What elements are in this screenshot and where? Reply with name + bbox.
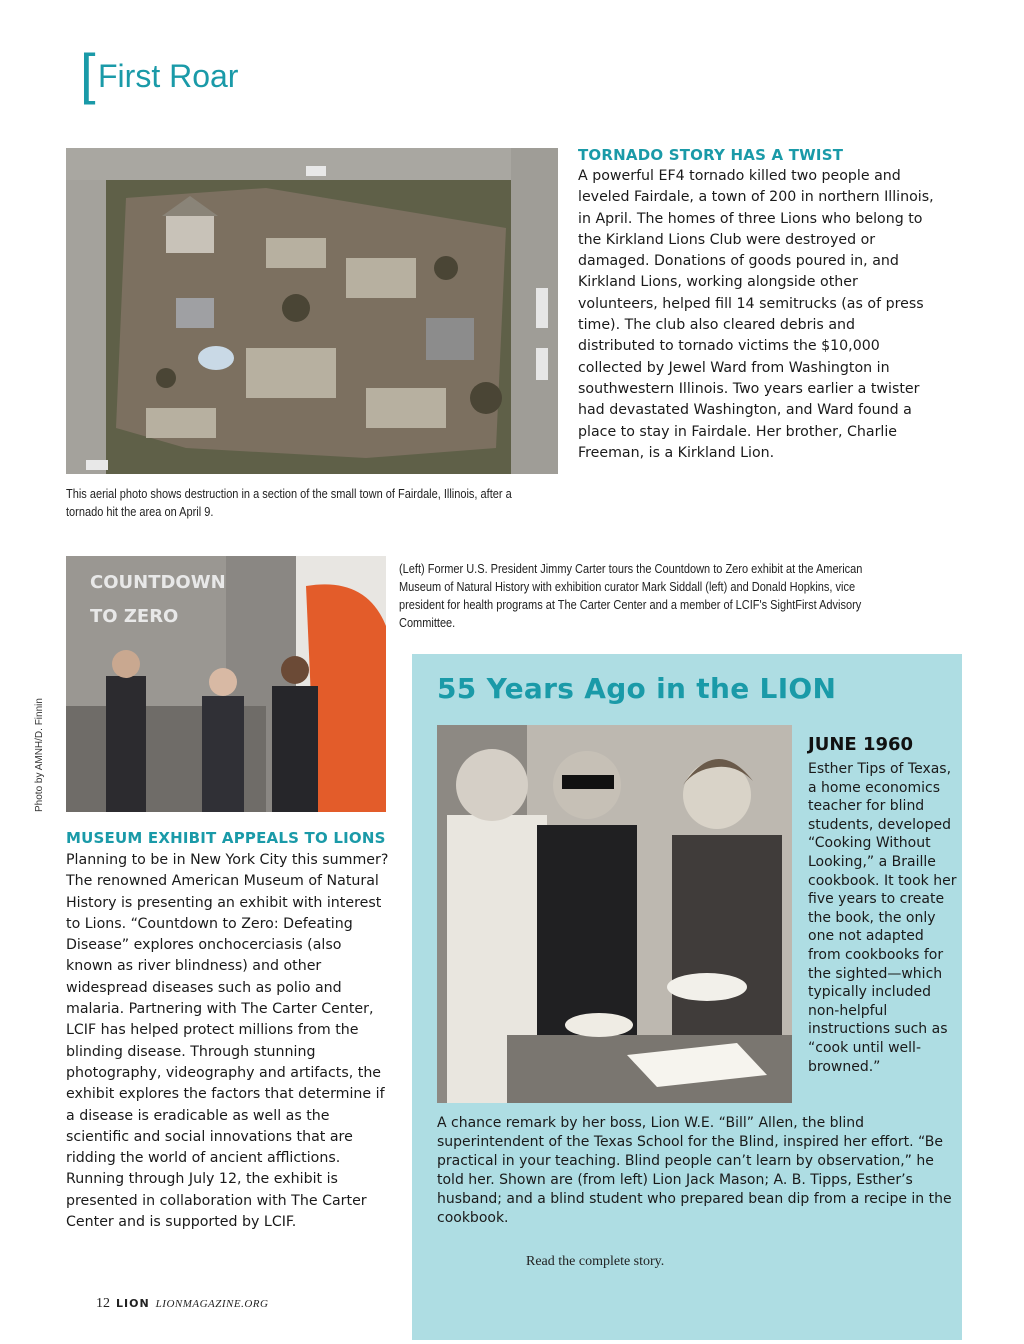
years-ago-body: A chance remark by her boss, Lion W.E. “Bill” Allen, the blind superintendent of the Texas School for the Blind, inspired her effort. “Be practical in your teaching. Blind people can’t learn by observation,” he told her. Shown are (from left) Lion Jack Mason; A. B. Tipps, Esther’s husband; and a blind student who prepared bean dip from a recipe in the cookbook. xyxy=(437,1115,952,1226)
museum-headline: MUSEUM EXHIBIT APPEALS TO LIONS xyxy=(66,829,386,847)
museum-body: Planning to be in New York City this summer? The renowned American Museum of Natural History is presenting an exhibit with interest to Lions. “Countdown to Zero: Defeating Disease” explores onchocerciasis (also known as river blindness) and other widespread diseases such as polio and malaria. Partnering with The Carter Center, LCIF has helped protect millions from the blinding disease. Through stunning photography, videography and artifacts, the exhibit explores the factors that determine if a disease is eradicable as well as the scientific and social innovations that are ridding the world of ancient afflictions. Running through July 12, the exhibit is presented in collaboration with The Carter Center and is supported by LCIF. xyxy=(66,852,389,1231)
photo-credit: Photo by AMNH/D. Finnin xyxy=(34,698,45,812)
tornado-headline: TORNADO STORY HAS A TWIST xyxy=(578,146,844,164)
cookbook-photo xyxy=(437,725,792,1103)
tornado-photo-caption: This aerial photo shows destruction in a section of the small town of Fairdale, Illinois, after a tornado hit the area on April 9. xyxy=(66,487,512,519)
museum-photo-caption: (Left) Former U.S. President Jimmy Carter tours the Countdown to Zero exhibit at the American Museum of Natural History with exhibition curator Mark Siddall (left) and Donald Hopkins, vice president for health programs at The Carter Center and a member of LCIF's SightFirst Advisory Committee. xyxy=(399,562,863,630)
tornado-aerial-photo xyxy=(66,148,558,474)
years-ago-side-text: Esther Tips of Texas, a home economics teacher for blind students, developed “Cooking Without Looking,” a Braille cookbook. It took her five years to create the book, the only one not adapted from cookbooks for the sighted—which typically included non-helpful instructions such as “cook until well-browned.” xyxy=(808,761,957,1075)
june-1960-heading: JUNE 1960 xyxy=(808,734,914,755)
exhibit-sign-text: COUNTDOWN TO ZERO xyxy=(90,572,226,627)
section-bracket: [ xyxy=(80,42,96,105)
read-complete-story-link[interactable]: Read the complete story. xyxy=(526,1254,665,1269)
years-ago-title: 55 Years Ago in the LION xyxy=(437,672,837,705)
section-title: First Roar xyxy=(98,58,239,94)
page-footer xyxy=(96,1296,268,1312)
museum-exhibit-photo xyxy=(66,556,386,812)
tornado-body: A powerful EF4 tornado killed two people and leveled Fairdale, a town of 200 in northern Illinois, in April. The homes of three Lions who belong to the Kirkland Lions Club were destroyed or damaged. Donations of goods poured in, and Kirkland Lions, working alongside other volunteers, helped fill 14 semitrucks (as of press time). The club also cleared debris and distributed to tornado victims the $10,000 collected by Jewel Ward from Washington in southwestern Illinois. Two years earlier a twister had devastated Washington, and Ward found a place to stay in Fairdale. Her brother, Charlie Freeman, is a Kirkland Lion. xyxy=(578,168,934,461)
page-number: 12 xyxy=(96,1296,110,1311)
magazine-website: LIONMAGAZINE.ORG xyxy=(155,1298,269,1310)
magazine-name: LION xyxy=(116,1297,150,1310)
